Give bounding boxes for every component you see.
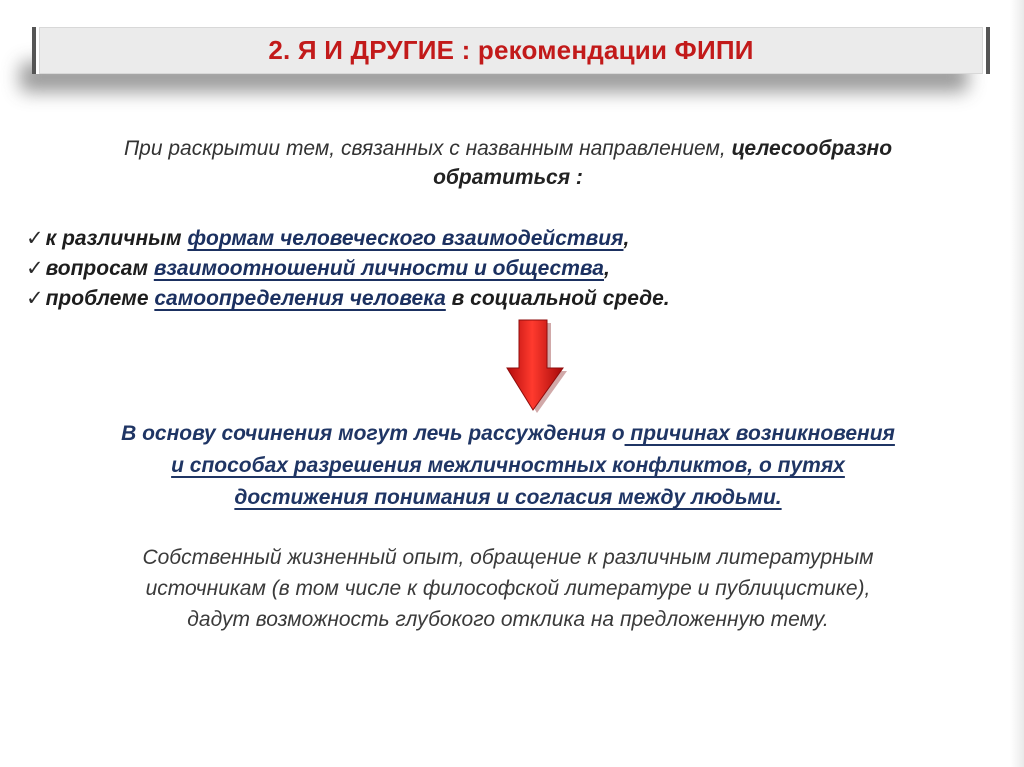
list-item-link[interactable]: самоопределения человека bbox=[154, 287, 446, 310]
list-item bbox=[26, 224, 986, 254]
list-item-link[interactable]: формам человеческого взаимодействия bbox=[187, 227, 624, 250]
title-bar bbox=[36, 27, 986, 74]
list-item bbox=[26, 284, 986, 314]
closing-line1: Собственный жизненный опыт, обращение к различным литературным bbox=[142, 546, 874, 569]
intro-emphasis: целесообразно bbox=[731, 137, 893, 160]
list-item-prefix: проблеме bbox=[45, 287, 155, 310]
list-item-prefix: вопросам bbox=[45, 257, 154, 280]
closing-line2: источникам (в том числе к философской литературе и публицистике), bbox=[145, 577, 871, 600]
checkmark-icon: ✓ bbox=[26, 287, 44, 310]
list-item bbox=[26, 254, 986, 284]
main-lead: В основу сочинения могут лечь рассуждения о bbox=[121, 422, 625, 445]
closing-line3: дадут возможность глубокого отклика на предложенную тему. bbox=[187, 608, 829, 631]
list-item-link[interactable]: взаимоотношений личности и общества bbox=[153, 257, 604, 280]
list-item-suffix: , bbox=[623, 227, 630, 250]
checkmark-icon: ✓ bbox=[26, 257, 44, 280]
main-part3: достижения понимания и согласия между людьми. bbox=[234, 486, 782, 509]
slide-title: 2. Я И ДРУГИЕ : рекомендации ФИПИ bbox=[268, 35, 754, 65]
main-statement bbox=[20, 418, 996, 514]
topic-list bbox=[26, 224, 986, 314]
checkmark-icon: ✓ bbox=[26, 227, 44, 250]
list-item-suffix: в социальной среде. bbox=[445, 287, 670, 310]
closing-paragraph bbox=[20, 542, 996, 635]
intro-line2: обратиться : bbox=[433, 166, 583, 189]
main-part2: и способах разрешения межличностных конфликтов, о путях bbox=[171, 454, 845, 477]
list-item-suffix: , bbox=[603, 257, 610, 280]
intro-line1: При раскрытии тем, связанных с названным направлением, bbox=[123, 137, 732, 160]
main-part1: причинах возникновения bbox=[624, 422, 895, 445]
down-arrow-icon bbox=[505, 318, 569, 414]
slide-edge bbox=[1010, 0, 1024, 767]
intro-paragraph bbox=[20, 134, 996, 192]
list-item-prefix: к различным bbox=[45, 227, 188, 250]
